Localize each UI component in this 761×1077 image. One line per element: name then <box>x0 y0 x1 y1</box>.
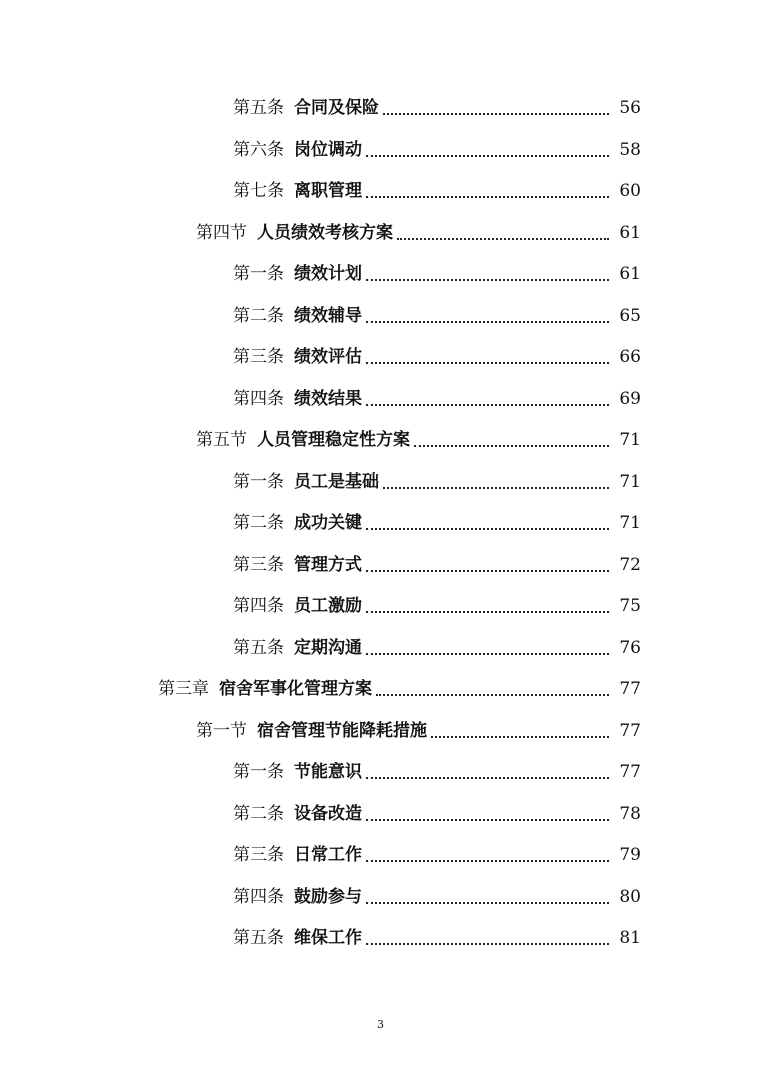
toc-entry-chapter[interactable] <box>0 669 761 711</box>
toc-entry-number: 第一条 <box>233 471 284 492</box>
dot-leader <box>383 96 609 115</box>
toc-entry-page: 61 <box>619 222 641 243</box>
toc-entry-number: 第三条 <box>233 347 284 368</box>
dot-leader <box>414 428 609 447</box>
dot-leader <box>366 511 609 530</box>
dot-leader <box>366 304 609 323</box>
toc-entry-number: 第二条 <box>233 305 284 326</box>
dot-leader <box>366 760 609 779</box>
toc-entry-title: 宿舍管理节能降耗措施 <box>257 720 427 741</box>
toc-entry-article[interactable] <box>0 503 761 545</box>
toc-entry-title: 绩效辅导 <box>294 305 362 326</box>
dot-leader <box>366 553 609 572</box>
toc-entry-page: 72 <box>619 554 641 575</box>
toc-entry-article[interactable] <box>0 918 761 960</box>
toc-entry-title: 员工激励 <box>294 596 362 617</box>
toc-entry-page: 79 <box>619 845 641 866</box>
dot-leader <box>366 138 609 157</box>
toc-entry-number: 第四条 <box>233 886 284 907</box>
dot-leader <box>366 636 609 655</box>
toc-entry-number: 第三条 <box>233 554 284 575</box>
dot-leader <box>366 926 609 945</box>
toc-entry-number: 第三条 <box>233 845 284 866</box>
toc-entry-article[interactable] <box>0 628 761 670</box>
toc-entry-number: 第一节 <box>196 720 247 741</box>
toc-entry-article[interactable] <box>0 379 761 421</box>
toc-entry-page: 56 <box>619 98 641 119</box>
toc-entry-number: 第五条 <box>233 637 284 658</box>
toc-entry-title: 成功关键 <box>294 513 362 534</box>
toc-entry-page: 71 <box>619 430 641 451</box>
toc-entry-number: 第四节 <box>196 222 247 243</box>
toc-entry-page: 78 <box>619 803 641 824</box>
toc-entry-article[interactable] <box>0 586 761 628</box>
dot-leader <box>366 262 609 281</box>
dot-leader <box>376 677 609 696</box>
toc-entry-page: 76 <box>619 637 641 658</box>
dot-leader <box>366 885 609 904</box>
toc-entry-page: 75 <box>619 596 641 617</box>
toc-entry-page: 69 <box>619 388 641 409</box>
toc-entry-number: 第二条 <box>233 803 284 824</box>
toc-entry-title: 员工是基础 <box>294 471 379 492</box>
toc-entry-page: 61 <box>619 264 641 285</box>
toc-entry-page: 58 <box>619 139 641 160</box>
toc-entry-page: 71 <box>619 513 641 534</box>
toc-entry-number: 第五条 <box>233 98 284 119</box>
toc-entry-article[interactable] <box>0 254 761 296</box>
toc-entry-article[interactable] <box>0 462 761 504</box>
toc-entry-section[interactable] <box>0 420 761 462</box>
toc-entry-title: 维保工作 <box>294 928 362 949</box>
toc-entry-section[interactable] <box>0 213 761 255</box>
dot-leader <box>366 179 609 198</box>
toc-entry-title: 岗位调动 <box>294 139 362 160</box>
toc-entry-number: 第四条 <box>233 596 284 617</box>
toc-entry-article[interactable] <box>0 545 761 587</box>
toc-entry-number: 第六条 <box>233 139 284 160</box>
toc-entry-page: 77 <box>619 679 641 700</box>
toc-entry-article[interactable] <box>0 337 761 379</box>
toc-entry-number: 第三章 <box>158 679 209 700</box>
table-of-contents <box>0 88 761 960</box>
toc-entry-title: 人员管理稳定性方案 <box>257 430 410 451</box>
toc-entry-page: 81 <box>619 928 641 949</box>
toc-entry-title: 绩效评估 <box>294 347 362 368</box>
toc-entry-article[interactable] <box>0 130 761 172</box>
toc-entry-title: 人员绩效考核方案 <box>257 222 393 243</box>
dot-leader <box>431 719 609 738</box>
dot-leader <box>366 345 609 364</box>
toc-entry-article[interactable] <box>0 877 761 919</box>
dot-leader <box>383 470 609 489</box>
toc-entry-title: 定期沟通 <box>294 637 362 658</box>
dot-leader <box>366 802 609 821</box>
toc-entry-title: 合同及保险 <box>294 98 379 119</box>
dot-leader <box>366 843 609 862</box>
toc-entry-number: 第四条 <box>233 388 284 409</box>
dot-leader <box>397 221 609 240</box>
toc-entry-page: 60 <box>619 181 641 202</box>
toc-entry-page: 77 <box>619 762 641 783</box>
toc-entry-article[interactable] <box>0 835 761 877</box>
toc-entry-title: 节能意识 <box>294 762 362 783</box>
toc-entry-title: 宿舍军事化管理方案 <box>219 679 372 700</box>
toc-entry-title: 设备改造 <box>294 803 362 824</box>
toc-entry-page: 71 <box>619 471 641 492</box>
toc-entry-article[interactable] <box>0 794 761 836</box>
toc-entry-number: 第一条 <box>233 762 284 783</box>
toc-entry-page: 80 <box>619 886 641 907</box>
toc-entry-page: 66 <box>619 347 641 368</box>
toc-entry-article[interactable] <box>0 296 761 338</box>
toc-entry-number: 第七条 <box>233 181 284 202</box>
toc-entry-title: 绩效结果 <box>294 388 362 409</box>
dot-leader <box>366 594 609 613</box>
toc-entry-page: 65 <box>619 305 641 326</box>
toc-entry-page: 77 <box>619 720 641 741</box>
toc-entry-section[interactable] <box>0 711 761 753</box>
toc-entry-article[interactable] <box>0 171 761 213</box>
toc-entry-number: 第五节 <box>196 430 247 451</box>
dot-leader <box>366 387 609 406</box>
toc-entry-title: 鼓励参与 <box>294 886 362 907</box>
page-number: 3 <box>377 1018 384 1031</box>
toc-entry-title: 绩效计划 <box>294 264 362 285</box>
toc-entry-title: 管理方式 <box>294 554 362 575</box>
toc-entry-article[interactable] <box>0 752 761 794</box>
toc-entry-number: 第一条 <box>233 264 284 285</box>
toc-entry-title: 离职管理 <box>294 181 362 202</box>
toc-entry-number: 第五条 <box>233 928 284 949</box>
toc-entry-article[interactable] <box>0 88 761 130</box>
toc-entry-title: 日常工作 <box>294 845 362 866</box>
toc-entry-number: 第二条 <box>233 513 284 534</box>
